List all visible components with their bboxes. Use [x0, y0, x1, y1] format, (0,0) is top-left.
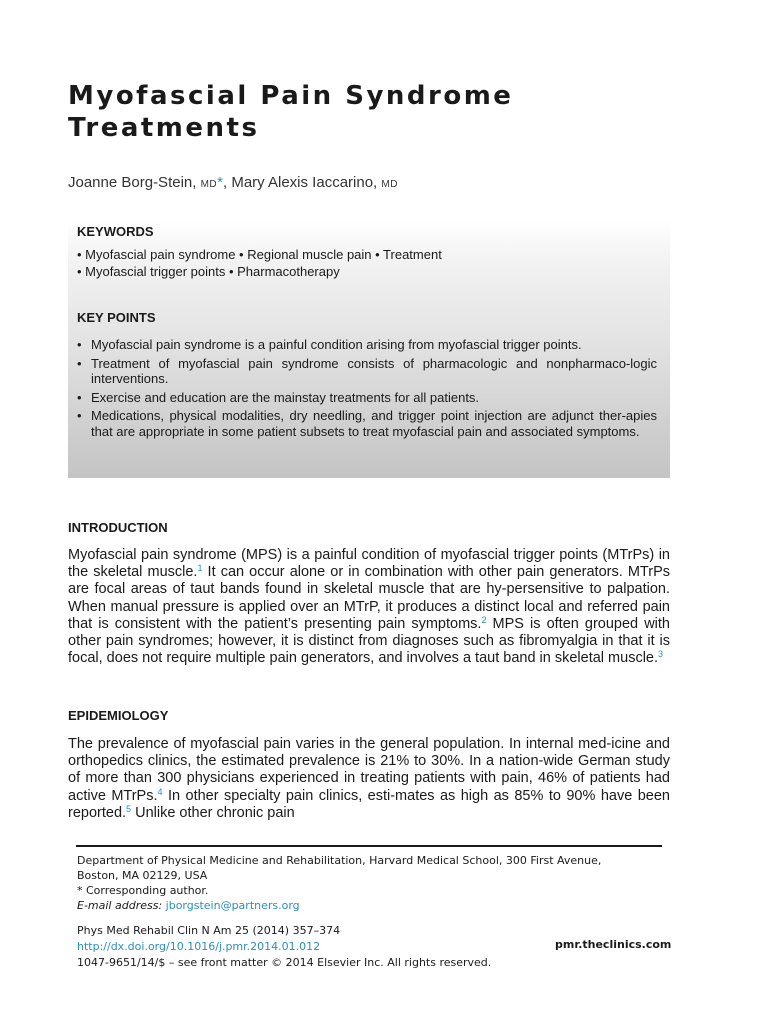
email-link[interactable]: jborgstein@partners.org: [165, 899, 300, 912]
introduction-paragraph: [68, 547, 670, 667]
corresponding-author-marker[interactable]: *: [217, 174, 223, 191]
ref-2-link[interactable]: 2: [481, 614, 487, 625]
corresponding-author-note: * Corresponding author.: [77, 884, 209, 897]
keywords-heading: KEYWORDS: [77, 224, 154, 239]
author-2-name: , Mary Alexis Iaccarino,: [223, 174, 378, 191]
intro-text-1: Myofascial pain syndrome (MPS) is a painful condition of myofascial trigger points (MTrPs) in the skeletal muscle.: [68, 547, 670, 581]
ref-3-link[interactable]: 3: [658, 649, 664, 660]
key-points-list: [77, 337, 657, 442]
key-point-item: • Myofascial pain syndrome is a painful condition arising from myofascial trigger points.: [77, 337, 657, 353]
journal-site: pmr.theclinics.com: [555, 938, 672, 951]
title-line-1: Myofascial Pain Syndrome: [68, 81, 514, 111]
ref-4-link[interactable]: 4: [157, 786, 163, 797]
title-line-2: Treatments: [68, 113, 260, 143]
affiliation-line-1: Department of Physical Medicine and Rehabilitation, Harvard Medical School, 300 First Avenue,: [77, 854, 602, 867]
intro-text-2: It can occur alone or in combination with other pain generators. MTrPs are focal areas of taut bands found in skeletal muscle that are hy-persensitive to palpation. When manual pressure is applied over an MTrP, it produces a distinct local and referred pain that is consistent with the patient’s presenting pain symptoms.: [68, 564, 670, 632]
epi-text-1: The prevalence of myofascial pain varies in the general population. In internal med-icine and orthopedics clinics, the estimated prevalence is 21% to 30%. In a nation-wide German study of more than 300 physicians experienced in treating patients with pain, 46% of patients had active MTrPs.: [68, 736, 670, 804]
journal-citation: Phys Med Rehabil Clin N Am 25 (2014) 357–374: [77, 924, 341, 937]
key-point-item: • Exercise and education are the mainstay treatments for all patients.: [77, 390, 657, 406]
author-1-name: Joanne Borg-Stein,: [68, 174, 197, 191]
epi-text-2: In other specialty pain clinics, esti-mates as high as 85% to 90% have been reported.: [68, 787, 670, 821]
ref-1-link[interactable]: 1: [197, 563, 203, 574]
keywords-line-1: • Myofascial pain syndrome • Regional muscle pain • Treatment: [77, 247, 442, 262]
key-point-item: • Medications, physical modalities, dry needling, and trigger point injection are adjunct ther-apies that are appropriate in some patient subsets to treat myofascial pain and associated symptoms.: [77, 408, 657, 439]
copyright-line: 1047-9651/14/$ – see front matter © 2014 Elsevier Inc. All rights reserved.: [77, 956, 492, 969]
author-2-degree: MD: [381, 179, 398, 190]
key-points-heading: KEY POINTS: [77, 310, 156, 325]
affiliation-line-2: Boston, MA 02129, USA: [77, 869, 208, 882]
author-1-degree: MD: [200, 179, 218, 190]
email-label: E-mail address:: [77, 899, 163, 912]
author-line: [68, 174, 398, 191]
epidemiology-heading: EPIDEMIOLOGY: [68, 708, 169, 723]
key-point-item: • Treatment of myofascial pain syndrome consists of pharmacologic and nonpharmaco-logic interventions.: [77, 356, 657, 387]
doi-link[interactable]: http://dx.doi.org/10.1016/j.pmr.2014.01.012: [77, 940, 321, 953]
epidemiology-paragraph: [68, 736, 670, 822]
epi-text-3: Unlike other chronic pain: [131, 804, 295, 821]
introduction-heading: INTRODUCTION: [68, 520, 168, 535]
email-line: [77, 897, 300, 914]
keywords-box: [68, 220, 670, 478]
keywords-line-2: • Myofascial trigger points • Pharmacotherapy: [77, 264, 340, 279]
intro-text-3: MPS is often grouped with other pain syndromes; however, it is distinct from diagnoses such as fibromyalgia in that it is focal, does not require multiple pain generators, and involves a taut band in skeletal muscle.: [68, 615, 670, 667]
ref-5-link[interactable]: 5: [126, 803, 132, 814]
article-title: [68, 80, 708, 144]
footnote-divider: [76, 845, 662, 847]
